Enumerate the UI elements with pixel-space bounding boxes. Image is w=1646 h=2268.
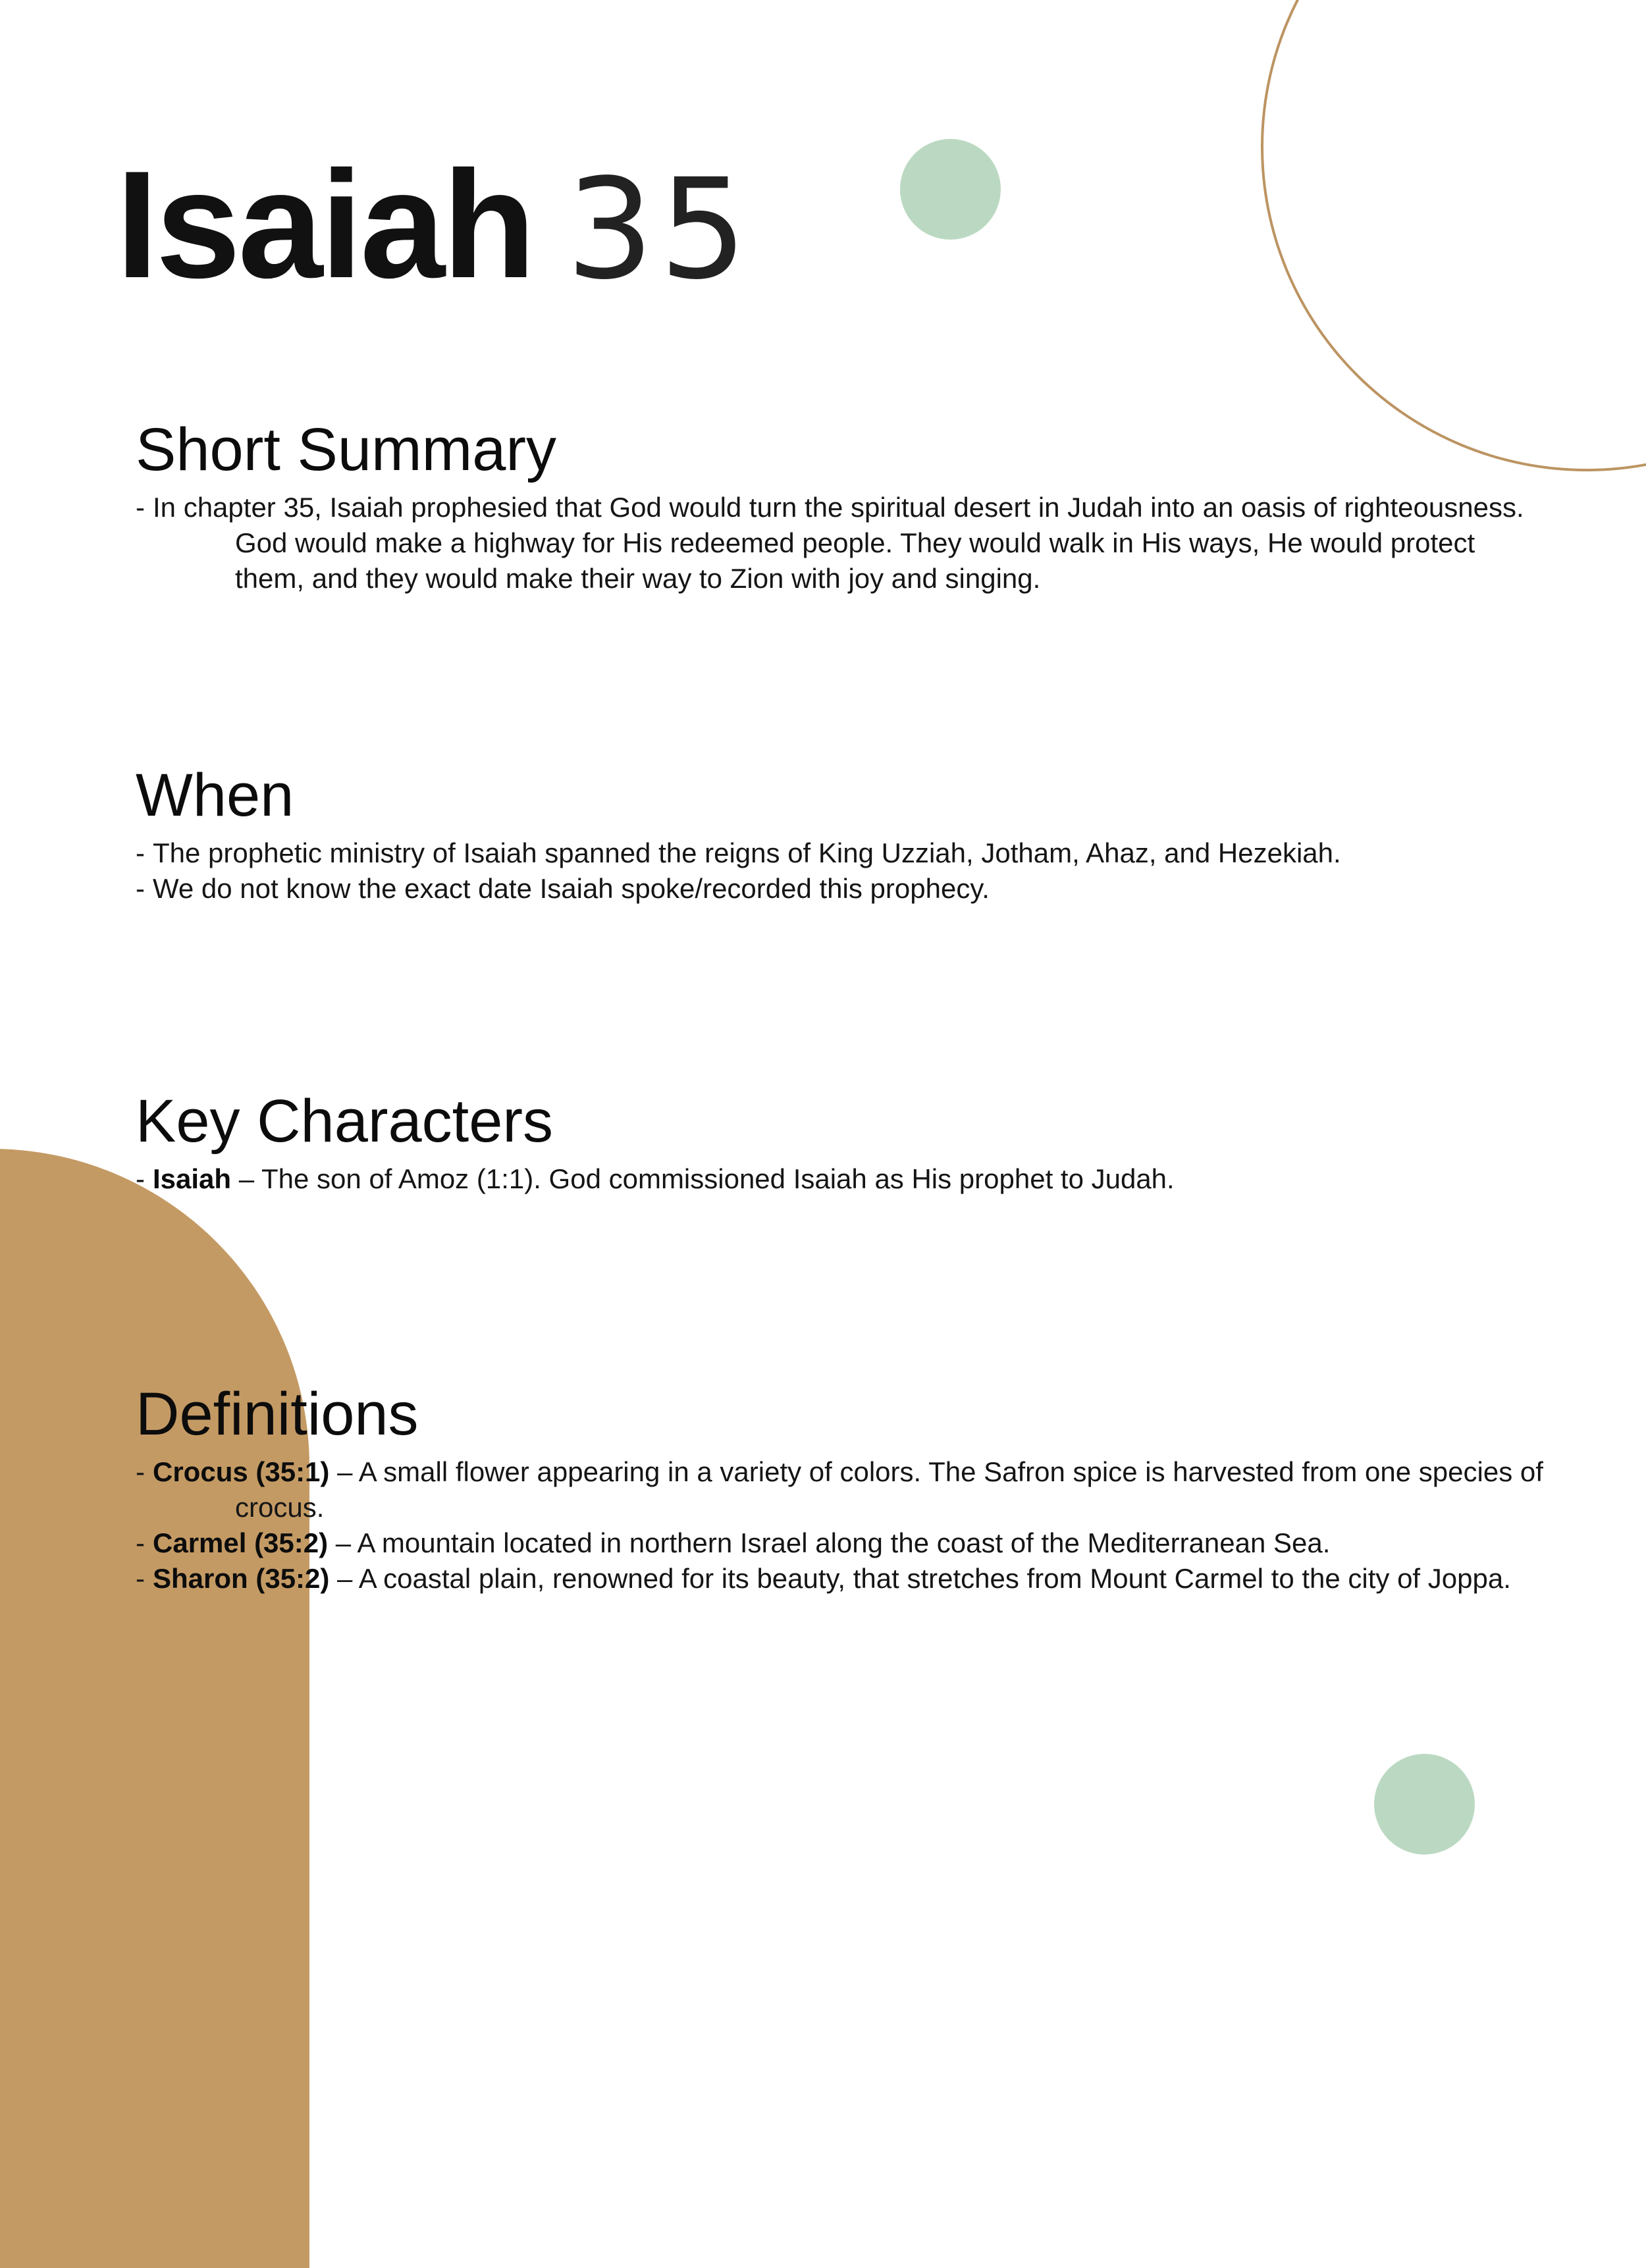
item-term: Carmel (35:2) — [153, 1527, 329, 1558]
list-item: - In chapter 35, Isaiah prophesied that God would turn the spiritual desert in Judah into an oasis of righteousness. God would make a highway for His redeemed people. They would walk in His ways, He would protect them, and they would make their way to Zion with joy and singing. — [136, 492, 1524, 594]
outline-circle-shape — [1261, 0, 1646, 471]
list-item: - Isaiah – The son of Amoz (1:1). God commissioned Isaiah as His prophet to Judah. — [136, 1163, 1175, 1194]
item-term: Sharon (35:2) — [153, 1563, 330, 1594]
definitions-heading: Definitions — [136, 1381, 419, 1448]
tan-arch-shape — [0, 1149, 309, 2268]
item-term: Crocus (35:1) — [153, 1456, 330, 1487]
item-text: – A coastal plain, renowned for its beauty, that stretches from Mount Carmel to the city of Joppa. — [329, 1563, 1511, 1594]
when-section — [136, 759, 1545, 907]
mint-dot-bottom — [1374, 1754, 1475, 1855]
title-chapter: 35 — [566, 149, 753, 310]
list-item: - We do not know the exact date Isaiah spoke/recorded this prophecy. — [136, 873, 990, 904]
summary-section — [136, 413, 1545, 596]
when-list — [136, 835, 1545, 907]
mint-dot-top — [900, 139, 1001, 240]
characters-heading: Key Characters — [136, 1088, 554, 1155]
item-text: In chapter 35, Isaiah prophesied that God would turn the spiritual desert in Judah into an oasis of righteousness. God would make a highway for His redeemed people. They would walk in His ways, He would protect them, and they would make their way to Zion with joy and singing. — [153, 492, 1524, 594]
definitions-list — [136, 1454, 1545, 1596]
list-item: - The prophetic ministry of Isaiah spanned the reigns of King Uzziah, Jotham, Ahaz, and Hezekiah. — [136, 837, 1341, 868]
summary-heading: Short Summary — [136, 416, 557, 483]
item-text: We do not know the exact date Isaiah spoke/recorded this prophecy. — [153, 873, 990, 904]
when-heading: When — [136, 762, 294, 829]
characters-list — [136, 1161, 1545, 1197]
item-text: – A small flower appearing in a variety of colors. The Safron spice is harvested from one species of crocus. — [235, 1456, 1543, 1523]
item-text: The prophetic ministry of Isaiah spanned the reigns of King Uzziah, Jotham, Ahaz, and Hezekiah. — [153, 837, 1341, 868]
summary-list — [136, 490, 1545, 596]
list-item: - Crocus (35:1) – A small flower appearing in a variety of colors. The Safron spice is harvested from one species of crocus. — [136, 1456, 1543, 1523]
item-text: – A mountain located in northern Israel along the coast of the Mediterranean Sea. — [328, 1527, 1331, 1558]
page-title — [116, 140, 753, 315]
item-term: Isaiah — [153, 1163, 232, 1194]
list-item: - Sharon (35:2) – A coastal plain, renowned for its beauty, that stretches from Mount Carmel to the city of Joppa. — [136, 1563, 1511, 1594]
definitions-section — [136, 1378, 1545, 1596]
title-book: Isaiah — [116, 140, 533, 310]
list-item: - Carmel (35:2) – A mountain located in northern Israel along the coast of the Mediterranean Sea. — [136, 1527, 1331, 1558]
characters-section — [136, 1085, 1545, 1197]
item-text: – The son of Amoz (1:1). God commissioned Isaiah as His prophet to Judah. — [231, 1163, 1175, 1194]
